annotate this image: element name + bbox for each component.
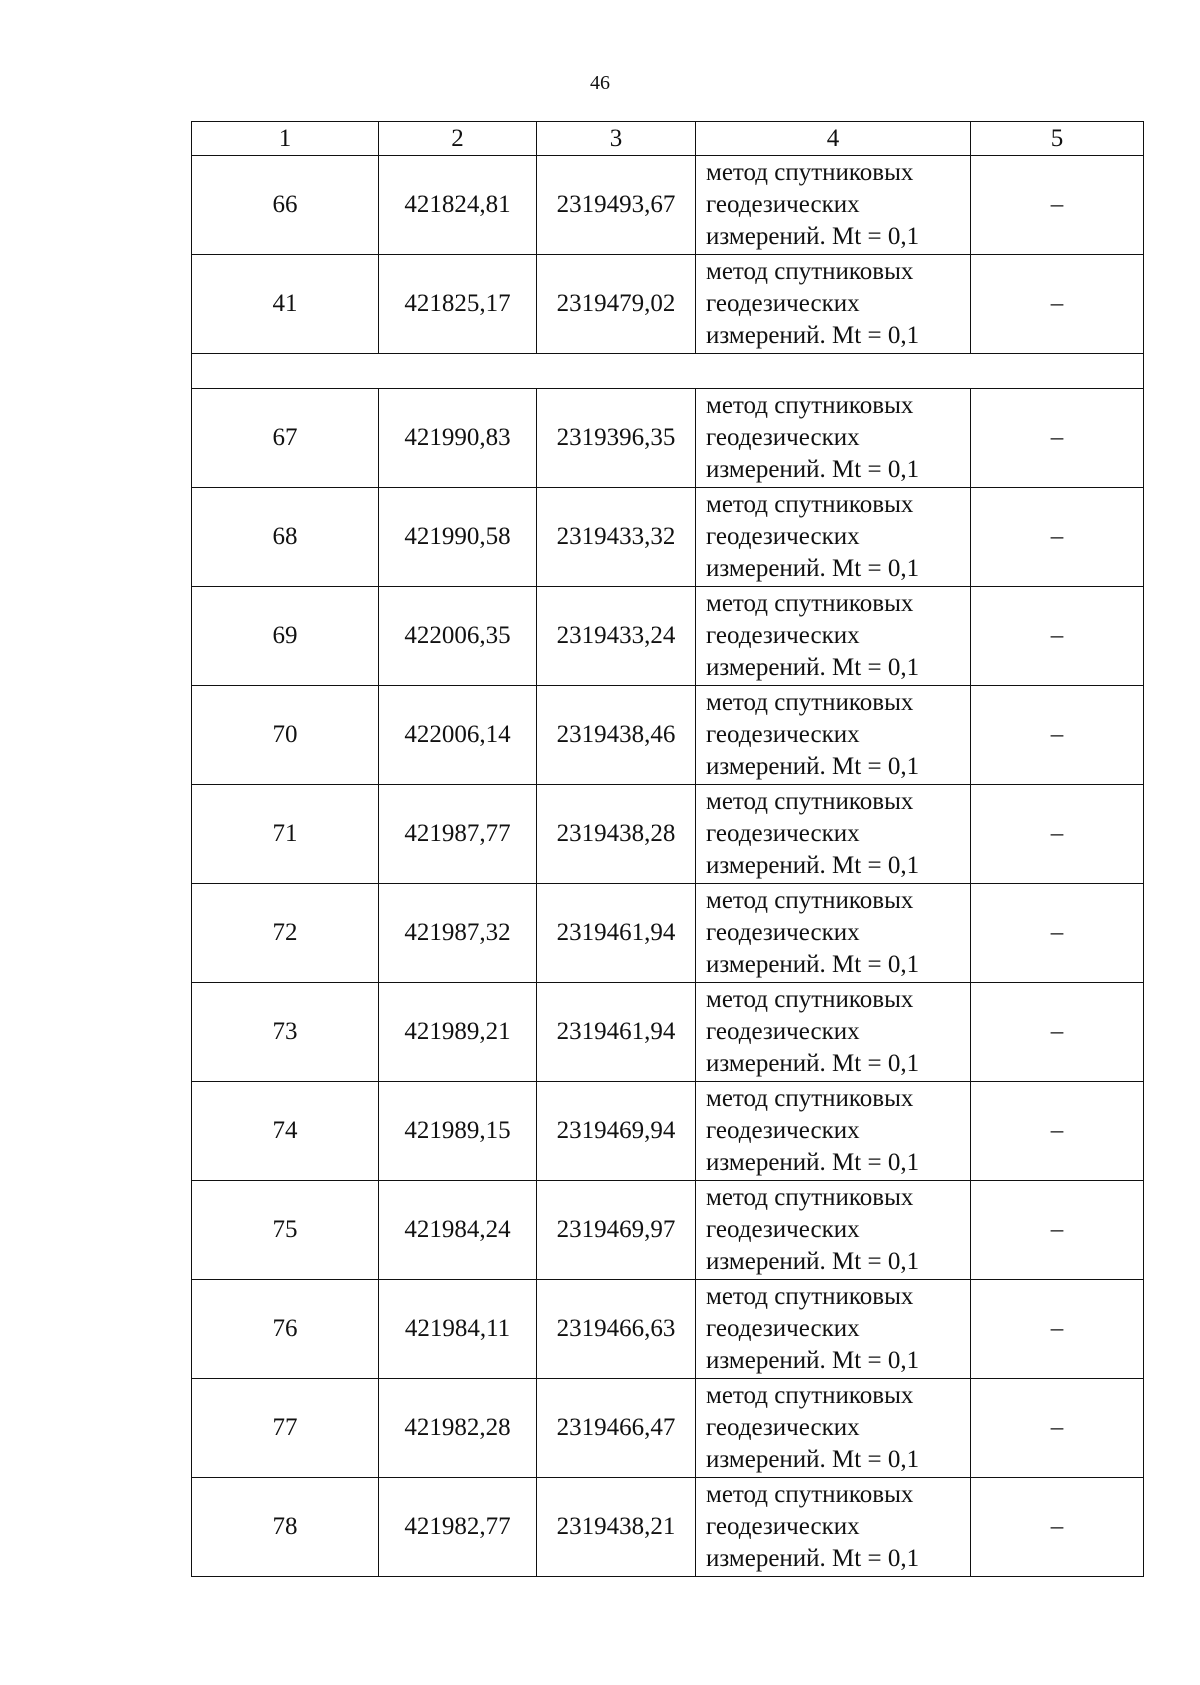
method-line: метод спутниковых xyxy=(706,788,914,815)
table-row xyxy=(192,255,1144,354)
method-cell xyxy=(696,983,971,1082)
y-coordinate-cell: 2319438,28 xyxy=(537,785,696,884)
y-coordinate-cell: 2319466,47 xyxy=(537,1379,696,1478)
x-coordinate-cell: 421987,32 xyxy=(379,884,537,983)
method-line: метод спутниковых xyxy=(706,590,914,617)
point-number-cell: 68 xyxy=(192,488,379,587)
table-row xyxy=(192,884,1144,983)
x-coordinate-cell: 421990,58 xyxy=(379,488,537,587)
point-number-cell: 78 xyxy=(192,1478,379,1577)
y-coordinate-cell: 2319461,94 xyxy=(537,983,696,1082)
point-number-cell: 69 xyxy=(192,587,379,686)
method-cell xyxy=(696,255,971,354)
method-line: метод спутниковых xyxy=(706,491,914,518)
x-coordinate-cell: 421990,83 xyxy=(379,389,537,488)
column-header-2: 2 xyxy=(379,122,537,156)
method-cell xyxy=(696,1181,971,1280)
note-cell: – xyxy=(971,785,1144,884)
table-row xyxy=(192,1082,1144,1181)
method-line: измерений. Mt = 0,1 xyxy=(706,654,920,681)
point-number-cell: 76 xyxy=(192,1280,379,1379)
page-number: 46 xyxy=(590,72,610,94)
table-row xyxy=(192,1280,1144,1379)
x-coordinate-cell: 421989,15 xyxy=(379,1082,537,1181)
method-cell xyxy=(696,488,971,587)
note-cell: – xyxy=(971,983,1144,1082)
method-line: метод спутниковых xyxy=(706,392,914,419)
note-cell: – xyxy=(971,389,1144,488)
table-header-row xyxy=(192,122,1144,156)
method-cell xyxy=(696,587,971,686)
note-cell: – xyxy=(971,884,1144,983)
method-line: геодезических xyxy=(706,191,860,218)
method-line: геодезических xyxy=(706,290,860,317)
table-row xyxy=(192,488,1144,587)
method-line: геодезических xyxy=(706,622,860,649)
method-line: измерений. Mt = 0,1 xyxy=(706,223,920,250)
y-coordinate-cell: 2319469,94 xyxy=(537,1082,696,1181)
method-line: геодезических xyxy=(706,919,860,946)
method-cell xyxy=(696,1478,971,1577)
point-number-cell: 73 xyxy=(192,983,379,1082)
x-coordinate-cell: 421989,21 xyxy=(379,983,537,1082)
method-cell xyxy=(696,1379,971,1478)
method-line: метод спутниковых xyxy=(706,1382,914,1409)
point-number-cell: 77 xyxy=(192,1379,379,1478)
table-row xyxy=(192,1379,1144,1478)
y-coordinate-cell: 2319438,46 xyxy=(537,686,696,785)
point-number-cell: 67 xyxy=(192,389,379,488)
x-coordinate-cell: 421824,81 xyxy=(379,156,537,255)
table-row xyxy=(192,1478,1144,1577)
note-cell: – xyxy=(971,156,1144,255)
method-line: геодезических xyxy=(706,1414,860,1441)
point-number-cell: 41 xyxy=(192,255,379,354)
method-line: метод спутниковых xyxy=(706,1283,914,1310)
method-line: измерений. Mt = 0,1 xyxy=(706,1050,920,1077)
table-row xyxy=(192,785,1144,884)
method-line: метод спутниковых xyxy=(706,159,914,186)
x-coordinate-cell: 422006,14 xyxy=(379,686,537,785)
method-cell xyxy=(696,1280,971,1379)
note-cell: – xyxy=(971,1082,1144,1181)
method-line: измерений. Mt = 0,1 xyxy=(706,1347,920,1374)
note-cell: – xyxy=(971,488,1144,587)
point-number-cell: 71 xyxy=(192,785,379,884)
method-line: геодезических xyxy=(706,1216,860,1243)
y-coordinate-cell: 2319461,94 xyxy=(537,884,696,983)
method-line: метод спутниковых xyxy=(706,1481,914,1508)
method-cell xyxy=(696,884,971,983)
method-line: метод спутниковых xyxy=(706,1184,914,1211)
method-line: геодезических xyxy=(706,721,860,748)
note-cell: – xyxy=(971,1478,1144,1577)
column-header-3: 3 xyxy=(537,122,696,156)
method-line: геодезических xyxy=(706,1513,860,1540)
x-coordinate-cell: 421984,11 xyxy=(379,1280,537,1379)
method-line: измерений. Mt = 0,1 xyxy=(706,951,920,978)
point-number-cell: 74 xyxy=(192,1082,379,1181)
note-cell: – xyxy=(971,255,1144,354)
y-coordinate-cell: 2319433,32 xyxy=(537,488,696,587)
point-number-cell: 72 xyxy=(192,884,379,983)
method-line: геодезических xyxy=(706,1117,860,1144)
y-coordinate-cell: 2319433,24 xyxy=(537,587,696,686)
table-row xyxy=(192,686,1144,785)
y-coordinate-cell: 2319396,35 xyxy=(537,389,696,488)
method-line: измерений. Mt = 0,1 xyxy=(706,1248,920,1275)
method-cell xyxy=(696,686,971,785)
note-cell: – xyxy=(971,1280,1144,1379)
method-line: измерений. Mt = 0,1 xyxy=(706,322,920,349)
method-line: метод спутниковых xyxy=(706,689,914,716)
x-coordinate-cell: 421825,17 xyxy=(379,255,537,354)
y-coordinate-cell: 2319469,97 xyxy=(537,1181,696,1280)
point-number-cell: 66 xyxy=(192,156,379,255)
column-header-5: 5 xyxy=(971,122,1144,156)
method-line: метод спутниковых xyxy=(706,258,914,285)
y-coordinate-cell: 2319438,21 xyxy=(537,1478,696,1577)
coordinates-table xyxy=(191,121,1144,1577)
separator-cell xyxy=(192,354,1144,389)
column-header-4: 4 xyxy=(696,122,971,156)
method-line: измерений. Mt = 0,1 xyxy=(706,1446,920,1473)
column-header-1: 1 xyxy=(192,122,379,156)
y-coordinate-cell: 2319493,67 xyxy=(537,156,696,255)
method-line: метод спутниковых xyxy=(706,1085,914,1112)
x-coordinate-cell: 421987,77 xyxy=(379,785,537,884)
x-coordinate-cell: 421982,28 xyxy=(379,1379,537,1478)
table-row xyxy=(192,389,1144,488)
y-coordinate-cell: 2319479,02 xyxy=(537,255,696,354)
x-coordinate-cell: 422006,35 xyxy=(379,587,537,686)
method-cell xyxy=(696,1082,971,1181)
method-line: геодезических xyxy=(706,1018,860,1045)
method-cell xyxy=(696,156,971,255)
table-row xyxy=(192,587,1144,686)
method-cell xyxy=(696,785,971,884)
method-line: измерений. Mt = 0,1 xyxy=(706,753,920,780)
method-line: измерений. Mt = 0,1 xyxy=(706,456,920,483)
method-line: геодезических xyxy=(706,1315,860,1342)
x-coordinate-cell: 421984,24 xyxy=(379,1181,537,1280)
method-line: метод спутниковых xyxy=(706,986,914,1013)
table-body xyxy=(192,156,1144,1577)
separator-row xyxy=(192,354,1144,389)
note-cell: – xyxy=(971,1379,1144,1478)
point-number-cell: 70 xyxy=(192,686,379,785)
note-cell: – xyxy=(971,587,1144,686)
method-line: измерений. Mt = 0,1 xyxy=(706,555,920,582)
method-line: измерений. Mt = 0,1 xyxy=(706,852,920,879)
y-coordinate-cell: 2319466,63 xyxy=(537,1280,696,1379)
method-line: геодезических xyxy=(706,523,860,550)
method-line: измерений. Mt = 0,1 xyxy=(706,1545,920,1572)
method-cell xyxy=(696,389,971,488)
table-row xyxy=(192,156,1144,255)
method-line: метод спутниковых xyxy=(706,887,914,914)
x-coordinate-cell: 421982,77 xyxy=(379,1478,537,1577)
note-cell: – xyxy=(971,686,1144,785)
note-cell: – xyxy=(971,1181,1144,1280)
table-row xyxy=(192,1181,1144,1280)
table-row xyxy=(192,983,1144,1082)
method-line: геодезических xyxy=(706,424,860,451)
method-line: геодезических xyxy=(706,820,860,847)
method-line: измерений. Mt = 0,1 xyxy=(706,1149,920,1176)
point-number-cell: 75 xyxy=(192,1181,379,1280)
